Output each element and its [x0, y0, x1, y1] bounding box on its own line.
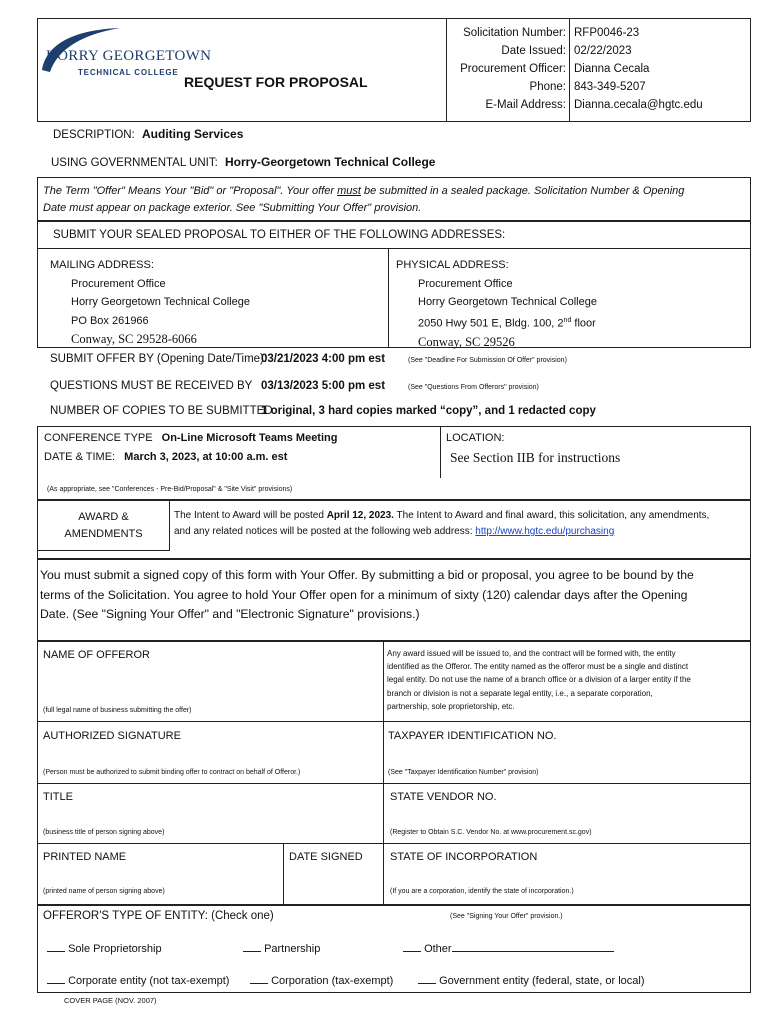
header-field-divider	[569, 18, 570, 122]
grid-line-1	[37, 721, 751, 722]
offeror-notice-line4: branch or division is not a separate legal entity, i.e., a separate corporation,	[387, 688, 653, 698]
entity-option-sole-proprietorship[interactable]: Sole Proprietorship	[47, 942, 162, 955]
mailing-line3: PO Box 261966	[71, 314, 149, 327]
checkbox-blank[interactable]	[250, 974, 268, 984]
checkbox-blank[interactable]	[243, 942, 261, 952]
conference-datetime-label: DATE & TIME:	[44, 451, 116, 463]
checkbox-blank[interactable]	[47, 974, 65, 984]
title-hint: (business title of person signing above)	[43, 829, 165, 836]
award-label	[37, 509, 170, 543]
grid-line-2	[37, 783, 751, 784]
conference-type-value: On-Line Microsoft Teams Meeting	[161, 432, 338, 444]
checkbox-blank[interactable]	[403, 942, 421, 952]
signed-copy-line2: terms of the Solicitation. You agree to hold Your Offer open for a minimum of sixty (120) calendar days after the Opening	[40, 587, 688, 602]
date-signed-field[interactable]	[286, 866, 380, 902]
printed-name-hint: (printed name of person signing above)	[43, 888, 165, 895]
offeror-notice-line1: Any award issued will be issued to, and the contract will be formed with, the entity	[387, 649, 676, 658]
offeror-notice-line3: legal entity. Do not use the name of a branch office or a division of a larger entity if the	[387, 675, 691, 685]
procurement-officer-label: Procurement Officer:	[460, 63, 566, 75]
mailing-address	[50, 256, 250, 349]
offeror-notice-line2: identified as the Offeror. The entity named as the offeror must be a single and distinct	[387, 662, 689, 672]
description-value: Auditing Services	[142, 127, 244, 141]
signed-copy-line1: You must submit a signed copy of this form with Your Offer. By submitting a bid or proposal, you agree to be bound by the	[40, 568, 694, 582]
conference-type-row	[44, 432, 337, 444]
logo-line2: TECHNICAL COLLEGE	[78, 68, 179, 77]
description-label: DESCRIPTION:	[53, 129, 135, 141]
vendor-field[interactable]	[386, 806, 748, 826]
incorporation-label: STATE OF INCORPORATION	[390, 851, 538, 863]
conference-datetime-row	[44, 451, 287, 463]
purchasing-link[interactable]: http://www.hgtc.edu/purchasing	[475, 526, 615, 537]
checkbox-blank[interactable]	[418, 974, 436, 984]
title-label: TITLE	[43, 791, 73, 803]
date-signed-divider	[283, 843, 284, 905]
award-text1: The Intent to Award will be posted	[174, 510, 327, 521]
copies-value: 1 original, 3 hard copies marked “copy”, and 1 redacted copy	[261, 405, 596, 417]
vendor-hint: (Register to Obtain S.C. Vendor No. at www.procurement.sc.gov)	[390, 829, 592, 836]
offeror-name-label: NAME OF OFFEROR	[43, 649, 150, 661]
unit-value: Horry-Georgetown Technical College	[224, 155, 436, 169]
header-field-values	[574, 24, 749, 114]
questions-note: (See "Questions From Offerors" provision)	[408, 384, 539, 391]
email-label: E-Mail Address:	[485, 99, 566, 111]
entity-option-government-entity[interactable]: Government entity (federal, state, or local)	[418, 974, 645, 987]
description-row	[53, 127, 243, 141]
unit-label: USING GOVERNMENTAL UNIT:	[51, 157, 218, 169]
logo-line1: HORRY GEORGETOWN	[46, 48, 212, 64]
offer-notice-part2: be submitted in a sealed package. Solicitation Number & Opening	[360, 185, 685, 197]
college-logo	[40, 24, 212, 84]
physical-line3: 2050 Hwy 501 E, Bldg. 100, 2nd floor	[418, 316, 596, 330]
award-label-line2: AMENDMENTS	[64, 528, 143, 540]
conference-type-label: CONFERENCE TYPE	[44, 432, 153, 444]
entity-option-partnership[interactable]: Partnership	[243, 942, 320, 955]
unit-row	[51, 155, 435, 169]
entity-option-other[interactable]: Other	[403, 942, 614, 955]
award-text	[174, 508, 749, 540]
solicitation-number-value: RFP0046-23	[574, 27, 640, 39]
email-value: Dianna.cecala@hgtc.edu	[574, 99, 703, 111]
checkbox-blank[interactable]	[47, 942, 65, 952]
offer-notice-part1: The Term "Offer" Means Your "Bid" or "Proposal". Your offer	[43, 185, 338, 197]
offer-notice-must: must	[337, 185, 361, 197]
signature-hint: (Person must be authorized to submit binding offer to contract on behalf of Offeror.)	[43, 769, 301, 776]
award-text3: and any related notices will be posted at the following web address:	[174, 526, 476, 537]
conference-divider	[440, 426, 441, 478]
date-issued-label: Date Issued:	[501, 45, 566, 57]
incorporation-hint: (If you are a corporation, identify the state of incorporation.)	[390, 888, 574, 895]
offeror-notice-line5: partnership, sole proprietorship, etc.	[387, 701, 515, 711]
award-text2: The Intent to Award and final award, this solicitation, any amendments,	[393, 510, 710, 521]
conference-note: (As appropriate, see "Conferences - Pre-Bid/Proposal" & "Site Visit" provisions)	[47, 486, 293, 493]
solicitation-number-label: Solicitation Number:	[463, 27, 566, 39]
signature-field[interactable]	[40, 745, 380, 765]
entity-label: OFFEROR'S TYPE OF ENTITY: (Check one)	[43, 910, 274, 922]
physical-line4: Conway, SC 29526	[418, 334, 515, 349]
mailing-line4: Conway, SC 29528-6066	[71, 332, 197, 346]
grid-line-3	[37, 843, 751, 844]
footer-label: COVER PAGE (NOV. 2007)	[64, 996, 157, 1005]
conference-datetime-value: March 3, 2023, at 10:00 a.m. est	[124, 451, 288, 463]
addresses-divider-h	[37, 248, 751, 249]
copies-label: NUMBER OF COPIES TO BE SUBMITTED:	[50, 405, 276, 417]
physical-line2: Horry Georgetown Technical College	[418, 296, 597, 308]
title-field[interactable]	[40, 806, 380, 826]
signed-copy-line3: Date. (See "Signing Your Offer" and "Electronic Signature" provisions.)	[40, 607, 420, 621]
taxpayer-field[interactable]	[386, 745, 748, 765]
deadline-note: (See "Deadline For Submission Of Offer" provision)	[408, 357, 567, 364]
submit-sealed-instruction: SUBMIT YOUR SEALED PROPOSAL TO EITHER OF THE FOLLOWING ADDRESSES:	[53, 229, 506, 241]
deadline-value: 03/21/2023 4:00 pm est	[261, 353, 386, 365]
deadline-label: SUBMIT OFFER BY (Opening Date/Time):	[50, 353, 268, 365]
physical-address	[396, 256, 597, 351]
location-label: LOCATION:	[446, 432, 505, 444]
location-value: See Section IIB for instructions	[450, 450, 621, 465]
taxpayer-label: TAXPAYER IDENTIFICATION NO.	[388, 730, 557, 742]
signature-label: AUTHORIZED SIGNATURE	[43, 730, 181, 742]
entity-option-corporation-tax-exempt[interactable]: Corporation (tax-exempt)	[250, 974, 393, 987]
mailing-line2: Horry Georgetown Technical College	[71, 296, 250, 308]
entity-option-corporate-entity[interactable]: Corporate entity (not tax-exempt)	[47, 974, 229, 987]
offeror-grid-divider-v	[383, 641, 384, 905]
offer-notice-line2: Date must appear on package exterior. See "Submitting Your Offer" provision.	[43, 202, 422, 214]
phone-label: Phone:	[529, 81, 566, 93]
award-label-line1: AWARD &	[78, 511, 129, 523]
questions-label: QUESTIONS MUST BE RECEIVED BY	[50, 380, 253, 392]
offeror-name-hint: (full legal name of business submitting the offer)	[43, 707, 192, 714]
award-date: April 12, 2023.	[326, 510, 394, 521]
offeror-notice	[387, 647, 749, 713]
offeror-name-field[interactable]	[40, 664, 380, 702]
procurement-officer-value: Dianna Cecala	[574, 63, 650, 75]
header-field-labels	[440, 24, 566, 114]
mailing-address-label: MAILING ADDRESS:	[50, 259, 154, 271]
date-issued-value: 02/22/2023	[574, 45, 632, 57]
document-title: REQUEST FOR PROPOSAL	[184, 74, 368, 90]
taxpayer-hint: (See "Taxpayer Identification Number" provision)	[388, 769, 539, 776]
other-specify-field[interactable]	[452, 942, 614, 952]
physical-address-label: PHYSICAL ADDRESS:	[396, 259, 509, 271]
signed-copy-text	[40, 566, 750, 625]
addresses-divider-v	[388, 248, 389, 348]
printed-name-field[interactable]	[40, 866, 280, 886]
entity-note: (See "Signing Your Offer" provision.)	[450, 913, 563, 920]
incorporation-field[interactable]	[386, 866, 748, 886]
date-signed-label: DATE SIGNED	[289, 851, 363, 863]
questions-value: 03/13/2023 5:00 pm est	[261, 380, 386, 392]
printed-name-label: PRINTED NAME	[43, 851, 127, 863]
mailing-line1: Procurement Office	[71, 277, 166, 290]
physical-line1: Procurement Office	[418, 277, 513, 290]
vendor-label: STATE VENDOR NO.	[390, 791, 497, 803]
phone-value: 843-349-5207	[574, 81, 646, 93]
offer-notice-text	[43, 183, 748, 217]
